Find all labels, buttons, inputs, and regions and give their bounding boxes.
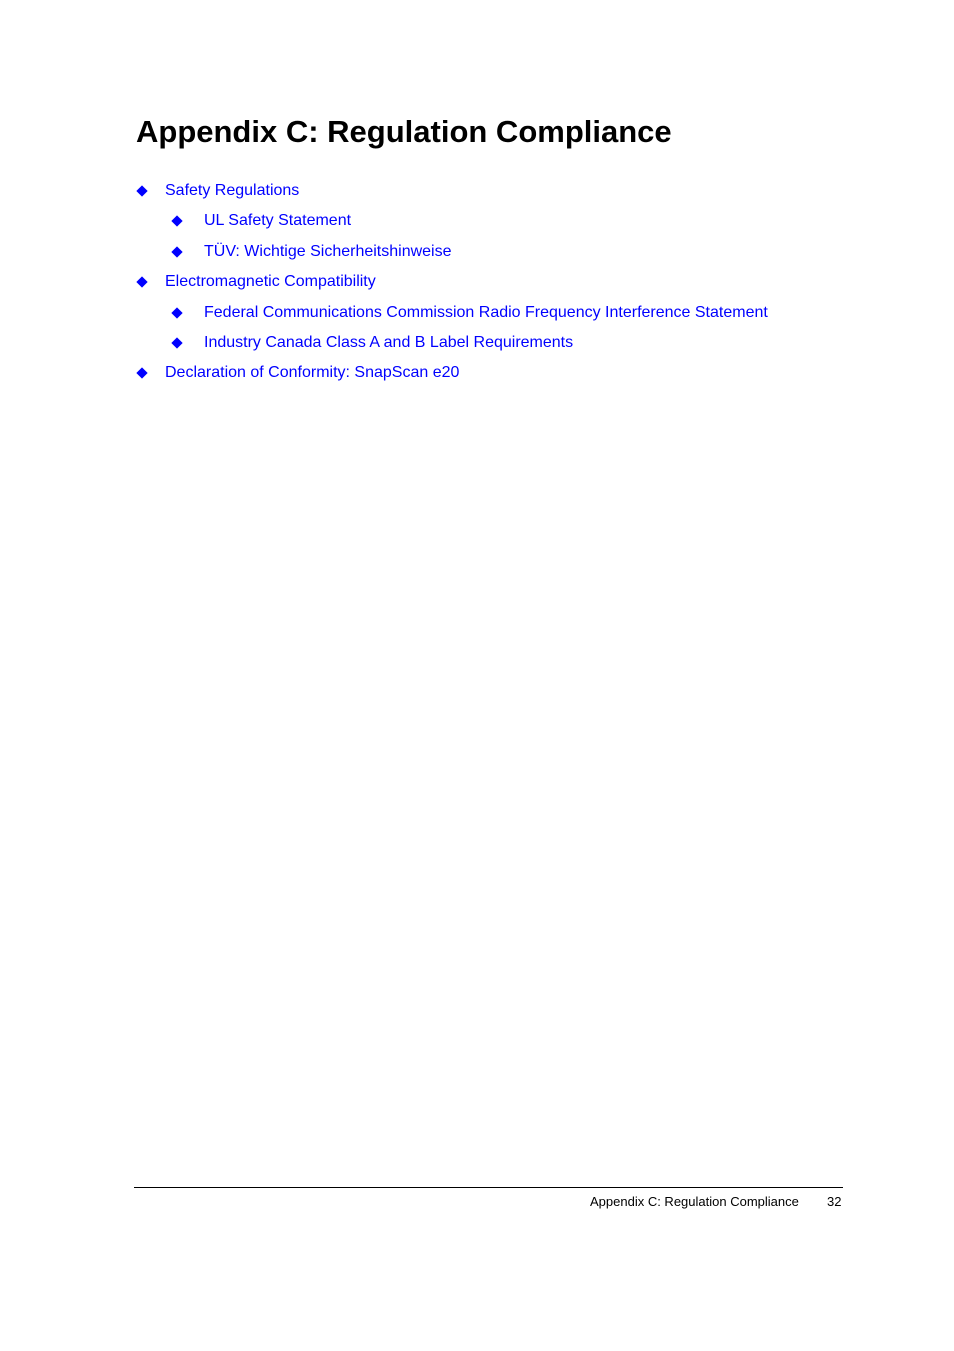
diamond-bullet-icon bbox=[136, 276, 147, 287]
footer-title: Appendix C: Regulation Compliance bbox=[590, 1194, 799, 1209]
footer-divider bbox=[134, 1187, 843, 1188]
diamond-bullet-icon bbox=[136, 367, 147, 378]
footer-page-number: 32 bbox=[827, 1194, 842, 1209]
toc-link-fcc-statement[interactable]: Federal Communications Commission Radio Frequency Interference Statement bbox=[204, 304, 768, 321]
toc-link-industry-canada[interactable]: Industry Canada Class A and B Label Requirements bbox=[204, 334, 574, 351]
toc-link-safety-regulations[interactable]: Safety Regulations bbox=[165, 182, 300, 199]
diamond-bullet-icon bbox=[136, 185, 147, 196]
toc-link-tuv-hinweise[interactable]: TÜV: Wichtige Sicherheitshinweise bbox=[204, 243, 452, 260]
diamond-bullet-icon bbox=[171, 215, 182, 226]
diamond-bullet-icon bbox=[171, 246, 182, 257]
toc-link-declaration-of-conformity[interactable]: Declaration of Conformity: SnapScan e20 bbox=[165, 364, 460, 381]
toc-link-ul-safety-statement[interactable]: UL Safety Statement bbox=[204, 212, 352, 229]
toc-link-electromagnetic-compatibility[interactable]: Electromagnetic Compatibility bbox=[165, 273, 376, 290]
page-title: Appendix C: Regulation Compliance bbox=[136, 114, 672, 149]
diamond-bullet-icon bbox=[171, 307, 182, 318]
diamond-bullet-icon bbox=[171, 337, 182, 348]
